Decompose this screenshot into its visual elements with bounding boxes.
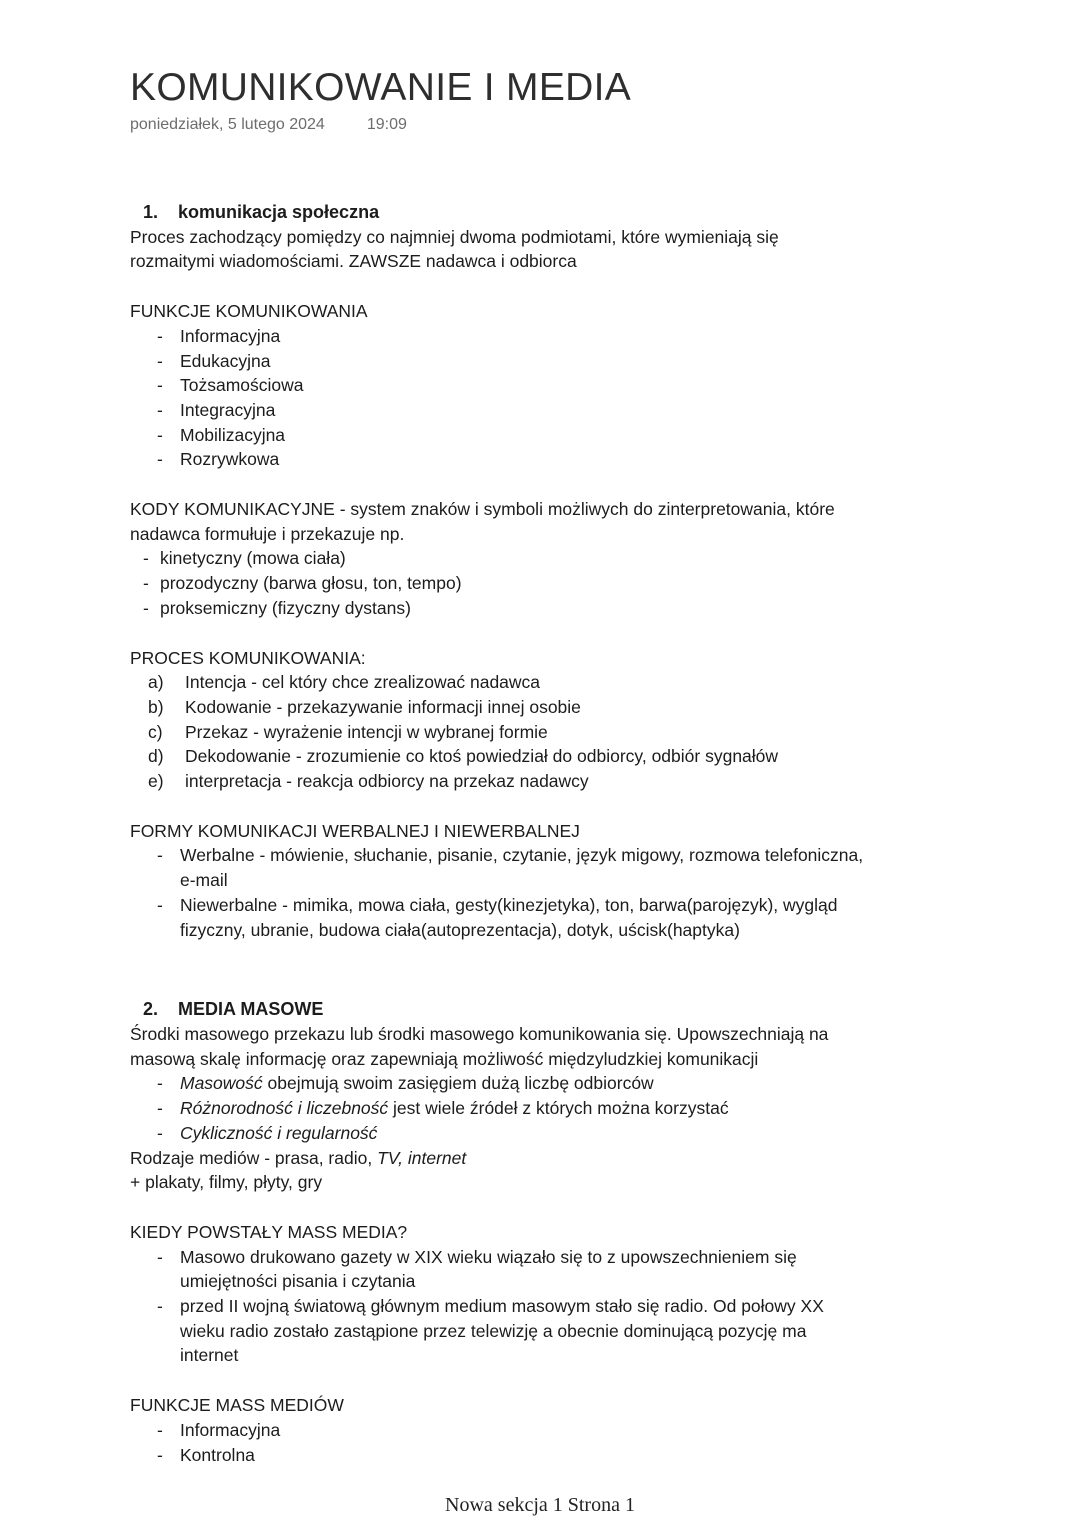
list-item [130,1071,865,1096]
feature-term: Różnorodność i liczebność [180,1098,389,1119]
section-1-intro: Proces zachodzący pomiędzy co najmniej dwoma podmiotami, które wymieniają się rozmaitymi wiadomościami. ZAWSZE nadawca i odbiorca [130,226,779,272]
section-1-title: komunikacja społeczna [178,202,380,222]
list-item-letter: c) [148,721,163,742]
kody-komunikacyjne-heading: KODY KOMUNIKACYJNE - system znaków i symboli możliwych do zinterpretowania, które nadawca formułuje i przekazuje np. [130,499,835,544]
list-item [130,373,865,398]
list-item-text: Edukacyjna [180,350,271,371]
bullet-dash: - [157,1444,163,1465]
bullet-dash: - [157,449,163,470]
note-time: 19:09 [366,116,407,133]
proces-komunikowania-list [130,670,865,794]
bullet-dash: - [143,573,149,594]
bullet-dash: - [157,375,163,396]
feature-term: Cykliczność i regularność [180,1122,378,1143]
list-item-text: Informacyjna [180,1419,281,1440]
feature-desc: obejmują swoim zasięgiem dużą liczbę odbiorców [262,1073,654,1094]
formy-komunikacji-heading: FORMY KOMUNIKACJI WERBALNEJ I NIEWERBALNEJ [130,820,580,841]
note-date: poniedziałek, 5 lutego 2024 [130,116,325,133]
list-item [130,720,865,745]
feature-term: Masowość [180,1073,263,1094]
list-item [130,769,865,794]
funkcje-mass-mediow-list [130,1418,865,1467]
list-item-text: Integracyjna [180,399,276,420]
note-body [130,200,865,1467]
list-item-text: Przekaz - wyrażenie intencji w wybranej formie [185,721,548,742]
bullet-dash: - [157,894,163,915]
rodzaje-mediow-italic: TV, internet [377,1147,467,1168]
list-item [130,1096,865,1121]
bullet-dash: - [157,1419,163,1440]
list-item-text: proksemiczny (fizyczny dystans) [160,597,411,618]
section-1-heading [130,200,865,225]
list-item-text: Rozrywkowa [180,449,280,470]
list-item-text: kinetyczny (mowa ciała) [160,548,346,569]
list-item-text: Masowo drukowano gazety w XIX wieku wiązało się to z upowszechnieniem się umiejętności pisania i czytania [180,1246,797,1292]
page-footer: Nowa sekcja 1 Strona 1 [445,1494,635,1516]
list-item [130,349,865,374]
bullet-dash: - [157,1122,163,1143]
list-item [130,1443,865,1468]
funkcje-komunikowania-list [130,324,865,472]
note-meta [130,114,865,136]
list-item [130,670,865,695]
list-item-text: Informacyjna [180,325,281,346]
list-item [130,596,865,621]
list-item-text: Mobilizacyjna [180,424,286,445]
list-item [130,843,865,892]
bullet-dash: - [143,597,149,618]
funkcje-komunikowania-heading: FUNKCJE KOMUNIKOWANIA [130,301,368,322]
bullet-dash: - [157,1098,163,1119]
bullet-dash: - [157,1073,163,1094]
kiedy-powstaly-list [130,1245,865,1369]
list-item-text: prozodyczny (barwa głosu, ton, tempo) [160,573,462,594]
bullet-dash: - [157,399,163,420]
list-item [130,324,865,349]
rodzaje-mediow-text: Rodzaje mediów - prasa, radio, [130,1147,378,1168]
list-item-text: przed II wojną światową głównym medium masowym stało się radio. Od połowy XX wieku radio zostało zastąpione przez telewizję a obecnie dominującą pozycję ma internet [180,1296,824,1366]
list-item [130,1245,865,1294]
list-item-text: Intencja - cel który chce zrealizować nadawca [185,672,541,693]
plus-line: + plakaty, filmy, płyty, gry [130,1172,323,1193]
list-item-text [180,1071,865,1096]
formy-komunikacji-list [130,843,865,942]
section-2-title: MEDIA MASOWE [178,999,324,1020]
section-2-heading [130,997,865,1022]
feature-desc: jest wiele źródeł z których można korzystać [388,1098,729,1119]
list-item [130,1418,865,1443]
bullet-dash: - [143,548,149,569]
media-cechy-list [130,1071,865,1145]
list-item-letter: e) [148,771,164,792]
section-1-number: 1. [143,202,159,222]
list-item [130,893,865,942]
proces-komunikowania-heading: PROCES KOMUNIKOWANIA: [130,647,366,668]
section-2-intro: Środki masowego przekazu lub środki masowego komunikowania się. Upowszechniają na masową skalę informację oraz zapewniają możliwość międzyludzkiej komunikacji [130,1023,829,1069]
list-item-text: Dekodowanie - zrozumienie co ktoś powiedział do odbiorcy, odbiór sygnałów [185,746,779,767]
list-item-text: interpretacja - reakcja odbiorcy na przekaz nadawcy [185,771,589,792]
list-item [130,1294,865,1368]
list-item [130,1121,865,1146]
list-item-text: Niewerbalne - mimika, mowa ciała, gesty(kinezjetyka), ton, barwa(parojęzyk), wygląd fizyczny, ubranie, budowa ciała(autoprezentacja), dotyk, uścisk(haptyka) [180,894,838,940]
bullet-dash: - [157,1296,163,1317]
list-item-letter: d) [148,746,164,767]
kiedy-powstaly-heading: KIEDY POWSTAŁY MASS MEDIA? [130,1221,408,1242]
list-item [130,571,865,596]
list-item-text: Kodowanie - przekazywanie informacji innej osobie [185,696,581,717]
list-item [130,447,865,472]
kody-komunikacyjne-list [130,546,865,620]
section-2-number: 2. [143,999,159,1020]
list-item-letter: b) [148,696,164,717]
list-item [130,546,865,571]
funkcje-mass-mediow-heading: FUNKCJE MASS MEDIÓW [130,1395,344,1416]
list-item [130,744,865,769]
page-title: KOMUNIKOWANIE I MEDIA [130,66,632,109]
list-item [130,423,865,448]
bullet-dash: - [157,424,163,445]
bullet-dash: - [157,845,163,866]
rodzaje-mediow-line [130,1146,865,1171]
bullet-dash: - [157,350,163,371]
bullet-dash: - [157,325,163,346]
list-item [130,398,865,423]
list-item-text [180,1096,865,1121]
list-item-text: Kontrolna [180,1444,255,1465]
list-item-text: Werbalne - mówienie, słuchanie, pisanie, czytanie, język migowy, rozmowa telefoniczna, e-mail [180,845,864,891]
list-item-text: Tożsamościowa [180,375,304,396]
note-page [130,66,865,1467]
list-item-text [180,1121,865,1146]
bullet-dash: - [157,1246,163,1267]
list-item [130,695,865,720]
list-item-letter: a) [148,672,164,693]
